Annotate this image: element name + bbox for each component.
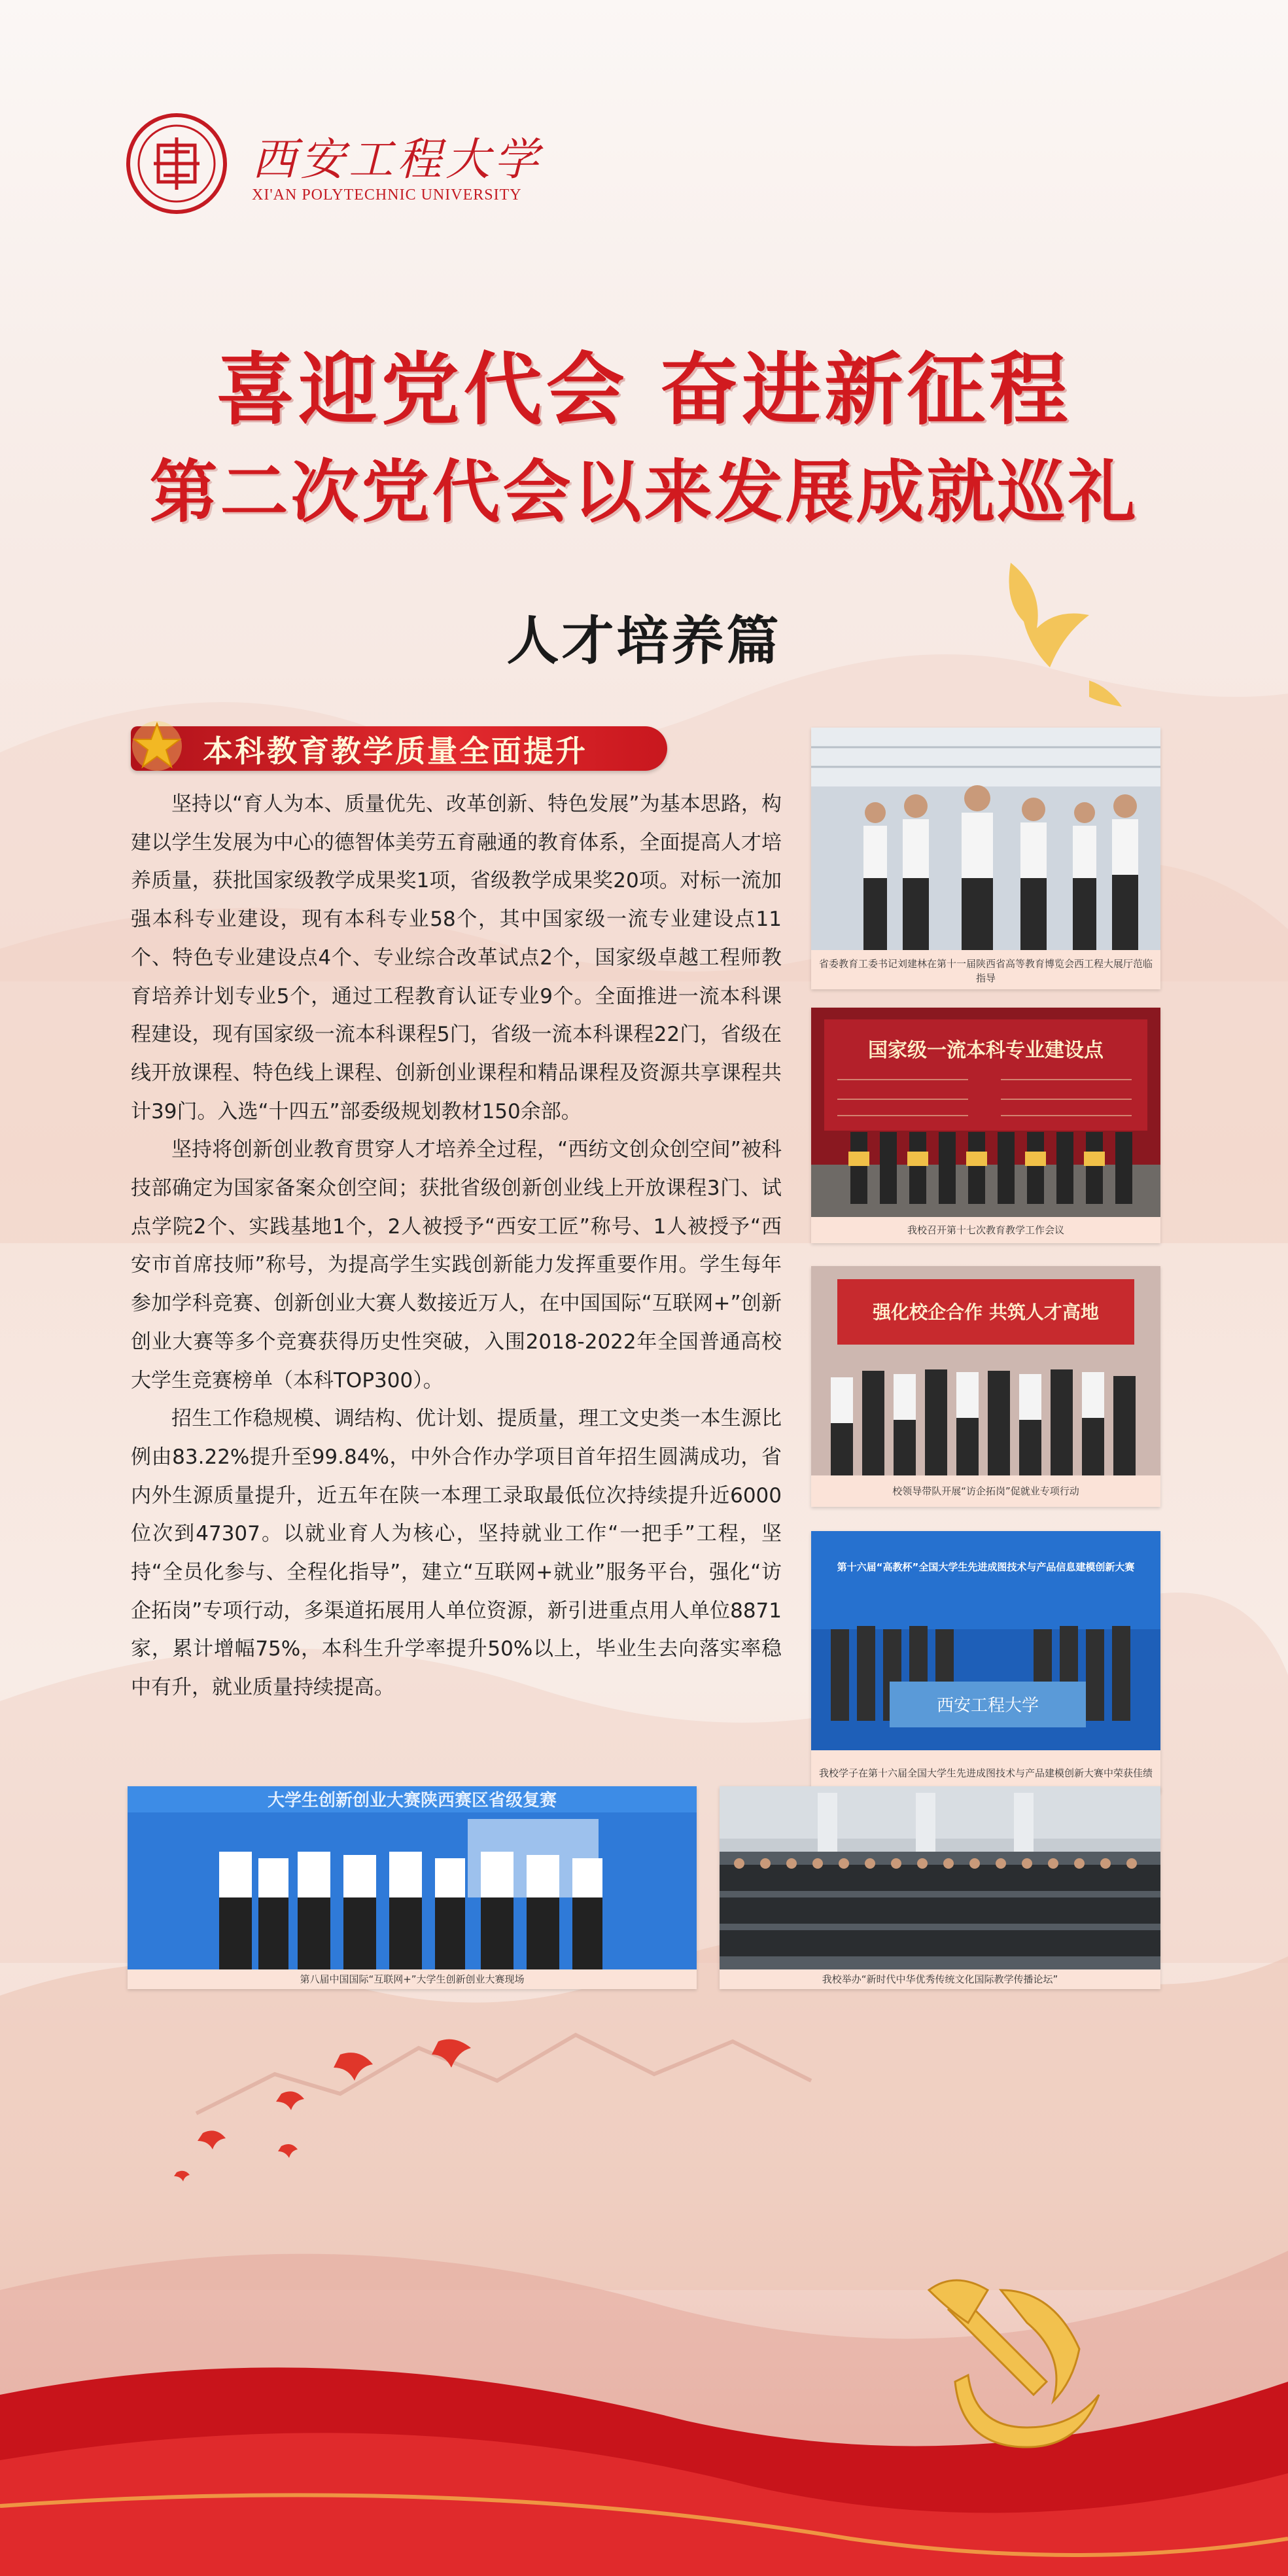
photo-caption: 校领导带队开展“访企拓岗”促就业专项行动 — [892, 1485, 1079, 1497]
photo-internet-plus-contest — [128, 1786, 697, 1969]
paragraph: 招生工作稳规模、调结构、优计划、提质量，理工文史类一本生源比例由83.22%提升至99.84%，中外合作办学项目首年招生圆满成功，省内外生源质量提升，近五年在陕一本理工录取最低位次持续提升近6000位次到47307。以就业育人为核心，坚持就业工作“一把手”工程，坚持“全员化参与、全程化指导”，建立“互联网+就业”服务平台，强化“访企拓岗”专项行动，多渠道拓展用人单位资源，新引进重点用人单位8871家，累计增幅75%，本科生升学率提升50%以上，毕业生去向落实率稳中有升，就业质量持续提高。 — [131, 1407, 782, 1700]
star-icon — [131, 720, 183, 772]
photo-caption: 我校举办“新时代中华优秀传统文化国际教学传播论坛” — [822, 1973, 1058, 1985]
photo-card — [811, 728, 1160, 989]
photo-card — [811, 1266, 1160, 1507]
photo-caption: 我校学子在第十六届全国大学生先进成图技术与产品建模创新大赛中荣获佳绩 — [819, 1767, 1153, 1779]
page-subtitle: 人才培养篇 — [506, 610, 782, 671]
paragraph: 坚持将创新创业教育贯穿人才培养全过程，“西纺文创众创空间”被科技部确定为国家备案众创空间；获批省级创新创业线上开放课程3门、试点学院2个、实践基地1个，2人被授予“西安工匠”称号、1人被授予“西安市首席技师”称号，为提高学生实践创新能力发挥重要作用。学生每年参加学科竞赛、创新创业大赛人数接近万人，在中国国际“互联网+”创新创业大赛等多个竞赛获得历史性突破，入围2018-2022年全国普通高校大学生竞赛榜单（本科TOP300）。 — [131, 1138, 782, 1392]
photo-teaching-conference — [811, 1008, 1160, 1217]
flag-text: 西安工程大学 — [936, 1696, 1039, 1716]
photo-card — [811, 1531, 1160, 1793]
photo-caption: 省委教育工委书记刘建林在第十一届陕西省高等教育博览会西工程大展厅范临指导 — [819, 958, 1153, 984]
photo-expo-visit — [811, 728, 1160, 950]
school-name-en: XI'AN POLYTECHNIC UNIVERSITY — [252, 186, 522, 203]
banner-text: 强化校企合作 共筑人才高地 — [873, 1301, 1099, 1323]
birds-decoration — [164, 2022, 491, 2192]
main-title-line2: 第二次党代会以来发展成就巡礼 — [149, 451, 1139, 532]
photo-card — [128, 1786, 697, 1989]
photo-competition-team — [811, 1531, 1160, 1750]
photo-forum-group — [720, 1786, 1160, 1969]
article-body — [131, 785, 782, 1707]
school-name-cn: 西安工程大学 — [252, 134, 543, 186]
photo-caption: 我校召开第十七次教育教学工作会议 — [907, 1224, 1064, 1236]
photo-enterprise-visit — [811, 1266, 1160, 1475]
paragraph: 坚持以“育人为本、质量优先、改革创新、特色发展”为基本思路，构建以学生发展为中心的德智体美劳五育融通的教育体系，全面提高人才培养质量，获批国家级教学成果奖1项，省级教学成果奖20项。对标一流加强本科专业建设，现有本科专业58个，其中国家级一流专业建设点11个、特色专业建设点4个、专业综合改革试点2个，国家级卓越工程师教育培养计划专业5个，通过工程教育认证专业9个。全面推进一流本科课程建设，现有国家级一流本科课程5门，省级一流本科课程22门，省级在线开放课程、特色线上课程、创新创业课程和精品课程及资源共享课程共计39门。入选“十四五”部委级规划教材150余部。 — [131, 792, 782, 1123]
party-emblem-icon — [903, 2251, 1119, 2467]
photo-caption: 第八届中国国际“互联网+”大学生创新创业大赛现场 — [300, 1973, 525, 1985]
photo-card — [720, 1786, 1160, 1989]
section-title: 本科教育教学质量全面提升 — [203, 733, 587, 769]
banner-text: 国家级一流本科专业建设点 — [868, 1039, 1104, 1062]
dove-icon — [991, 550, 1135, 720]
photo-card — [811, 1008, 1160, 1243]
main-title-line1: 喜迎党代会 奋进新征程 — [216, 344, 1072, 436]
banner-text: 大学生创新创业大赛陕西赛区省级复赛 — [267, 1791, 557, 1810]
banner-text: 第十六届“高教杯”全国大学生先进成图技术与产品信息建模创新大赛 — [837, 1561, 1135, 1573]
